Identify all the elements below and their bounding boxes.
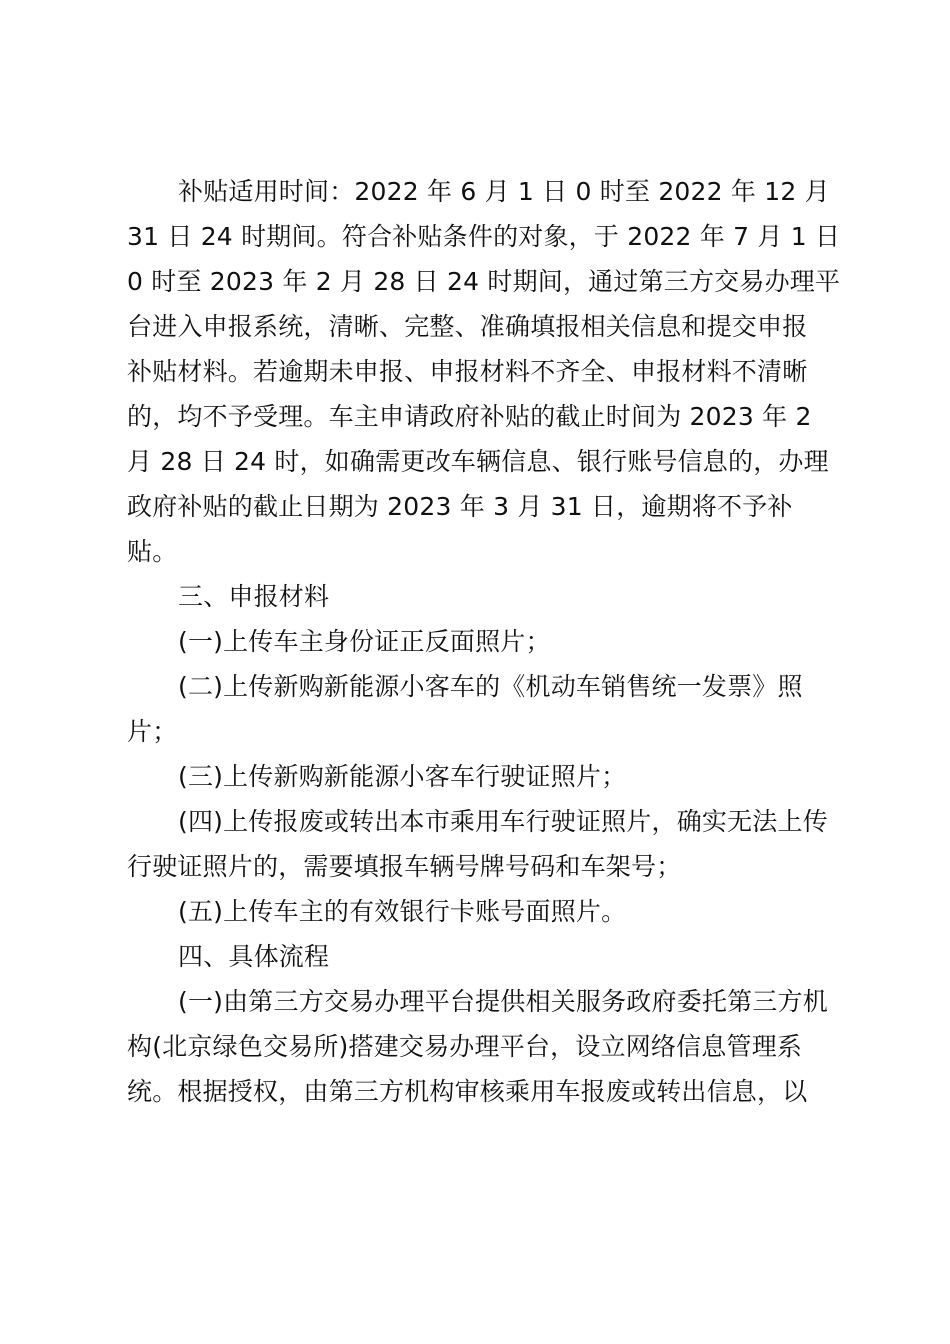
paragraph-subsidy-period-line-2: 31 日 24 时期间。符合补贴条件的对象，于 2022 年 7 月 1 日 [127,222,841,251]
material-item-4-line-1: (四)上传报废或转出本市乘用车行驶证照片，确实无法上传 [178,807,828,836]
material-item-2-line-1: (二)上传新购新能源小客车的《机动车销售统一发票》照 [178,672,803,701]
material-item-3: (三)上传新购新能源小客车行驶证照片； [178,762,627,791]
paragraph-subsidy-period-line-8: 政府补贴的截止日期为 2023 年 3 月 31 日，逾期将不予补 [127,492,793,521]
paragraph-subsidy-period-line-5: 补贴材料。若逾期未申报、申报材料不齐全、申报材料不清晰 [127,357,808,386]
paragraph-subsidy-period-line-3: 0 时至 2023 年 2 月 28 日 24 时期间，通过第三方交易办理平 [127,267,841,296]
material-item-2-line-2: 片； [127,717,178,746]
process-item-1-line-1: (一)由第三方交易办理平台提供相关服务政府委托第三方机 [178,987,828,1016]
paragraph-subsidy-period-line-4: 台进入申报系统，清晰、完整、准确填报相关信息和提交申报 [127,312,808,341]
paragraph-subsidy-period-line-9: 贴。 [127,537,178,566]
paragraph-subsidy-period-line-1: 补贴适用时间：2022 年 6 月 1 日 0 时至 2022 年 12 月 [178,177,830,206]
paragraph-subsidy-period-line-6: 的，均不予受理。车主申请政府补贴的截止时间为 2023 年 2 [127,402,812,431]
process-item-1-line-2: 构(北京绿色交易所)搭建交易办理平台，设立网络信息管理系 [127,1032,803,1061]
section-heading-process: 四、具体流程 [178,942,330,971]
material-item-4-line-2: 行驶证照片的，需要填报车辆号牌号码和车架号； [127,852,682,881]
material-item-1: (一)上传车主身份证正反面照片； [178,627,551,656]
section-heading-materials: 三、申报材料 [178,582,330,611]
material-item-5: (五)上传车主的有效银行卡账号面照片。 [178,897,627,926]
paragraph-subsidy-period-line-7: 月 28 日 24 时，如确需更改车辆信息、银行账号信息的，办理 [127,447,829,476]
process-item-1-line-3: 统。根据授权，由第三方机构审核乘用车报废或转出信息，以 [127,1077,808,1106]
